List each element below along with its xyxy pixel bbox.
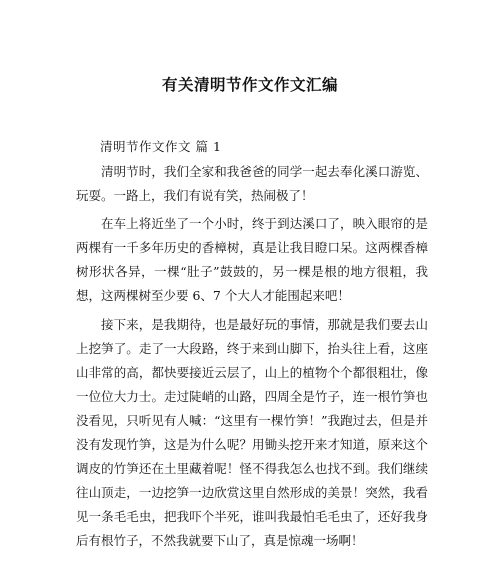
paragraph: 接下来，是我期待，也是最好玩的事情，那就是我们要去山上挖笋了。走了一大段路，终于来到山脚下，抬头往上看，这座山非常的高，都快要接近云层了，山上的植物个个都很粗壮，像一位位大力士。走过陡峭的山路，四周全是竹子，连一根竹笋也没看见，只听见有人喊：“这里有一棵竹笋！”我跑过去，但是并没有发现竹笋，这是为什么呢？用锄头挖开来才知道，原来这个调皮的竹笋还在土里藏着呢！怪不得我怎么也找不到。我们继续往山顶走，一边挖笋一边欣赏这里自然形成的美景！突然，我看见一条毛毛虫，把我吓个半死，谁叫我最怕毛毛虫了，还好我身后有根竹子，不然我就要下山了，真是惊魂一场啊！	[76, 316, 428, 549]
document-title: 有关清明节作文作文汇编	[161, 75, 338, 94]
paragraph: 清明节时，我们全家和我爸爸的同学一起去奉化溪口游览、玩耍。一路上，我们有说有笑，热闹极了！	[76, 164, 428, 204]
article-heading: 清明节作文作文 篇 1	[100, 139, 222, 154]
paragraph: 在车上将近坐了一个小时，终于到达溪口了，映入眼帘的是两棵有一千多年历史的香樟树，真是让我目瞪口呆。这两棵香樟树形状各异，一棵“肚子”鼓鼓的，另一棵是根的地方很粗，我想，这两棵树至少要 6、7 个大人才能围起来吧！	[76, 216, 428, 304]
article-body	[76, 160, 428, 558]
